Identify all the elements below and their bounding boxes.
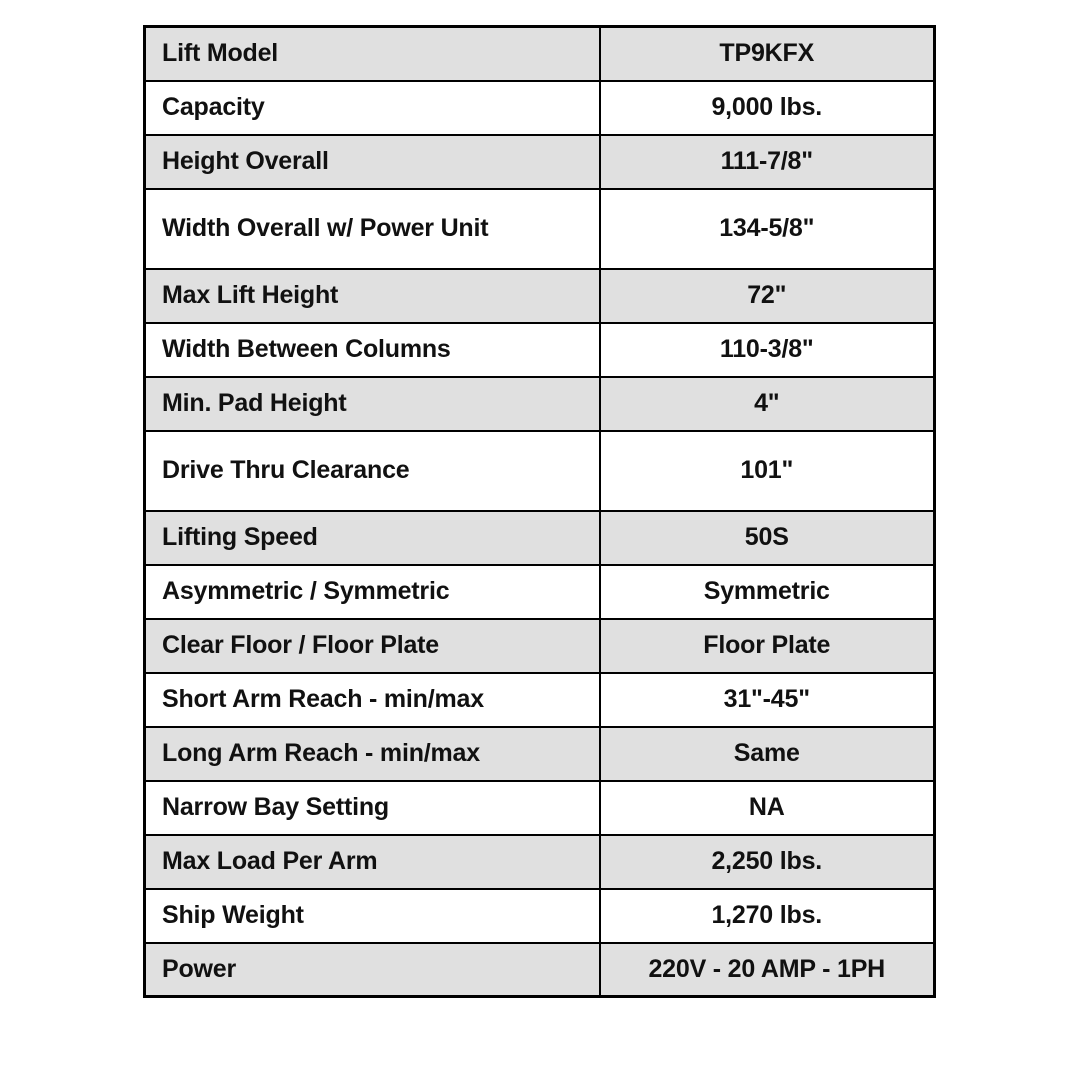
table-row <box>145 889 935 943</box>
table-row <box>145 81 935 135</box>
spec-value-cell: 31"-45" <box>600 673 935 727</box>
table-row <box>145 269 935 323</box>
spec-label-cell: Max Load Per Arm <box>145 835 600 889</box>
spec-label-cell: Ship Weight <box>145 889 600 943</box>
table-row <box>145 323 935 377</box>
spec-value-cell: 111-7/8" <box>600 135 935 189</box>
spec-value-cell: 1,270 lbs. <box>600 889 935 943</box>
spec-label-cell: Power <box>145 943 600 997</box>
table-row <box>145 565 935 619</box>
spec-label-cell: Long Arm Reach - min/max <box>145 727 600 781</box>
spec-value-cell: 50S <box>600 511 935 565</box>
spec-label-cell: Capacity <box>145 81 600 135</box>
spec-value-cell: Same <box>600 727 935 781</box>
spec-label-cell: Height Overall <box>145 135 600 189</box>
spec-label-cell: Short Arm Reach - min/max <box>145 673 600 727</box>
spec-label-cell: Lifting Speed <box>145 511 600 565</box>
spec-label-cell: Lift Model <box>145 27 600 81</box>
table-row <box>145 189 935 269</box>
spec-label-cell: Asymmetric / Symmetric <box>145 565 600 619</box>
spec-label-cell: Drive Thru Clearance <box>145 431 600 511</box>
table-row <box>145 431 935 511</box>
spec-value-cell: 110-3/8" <box>600 323 935 377</box>
table-row <box>145 377 935 431</box>
spec-value-cell: NA <box>600 781 935 835</box>
table-row <box>145 835 935 889</box>
spec-value-cell: 101" <box>600 431 935 511</box>
spec-value-cell: 2,250 lbs. <box>600 835 935 889</box>
lift-specification-table <box>143 25 936 998</box>
spec-label-cell: Max Lift Height <box>145 269 600 323</box>
spec-label-cell: Min. Pad Height <box>145 377 600 431</box>
table-row <box>145 135 935 189</box>
table-row <box>145 511 935 565</box>
spec-label-cell: Width Overall w/ Power Unit <box>145 189 600 269</box>
spec-value-cell: Symmetric <box>600 565 935 619</box>
table-row <box>145 781 935 835</box>
spec-value-cell: TP9KFX <box>600 27 935 81</box>
table-body <box>145 27 935 997</box>
spec-value-cell: 72" <box>600 269 935 323</box>
table-row <box>145 727 935 781</box>
table-row <box>145 673 935 727</box>
spec-value-cell: Floor Plate <box>600 619 935 673</box>
spec-value-cell: 220V - 20 AMP - 1PH <box>600 943 935 997</box>
specification-table-container <box>143 25 933 998</box>
spec-value-cell: 4" <box>600 377 935 431</box>
table-row <box>145 619 935 673</box>
table-row <box>145 27 935 81</box>
spec-label-cell: Clear Floor / Floor Plate <box>145 619 600 673</box>
table-row <box>145 943 935 997</box>
spec-value-cell: 134-5/8" <box>600 189 935 269</box>
spec-label-cell: Narrow Bay Setting <box>145 781 600 835</box>
spec-value-cell: 9,000 lbs. <box>600 81 935 135</box>
spec-label-cell: Width Between Columns <box>145 323 600 377</box>
